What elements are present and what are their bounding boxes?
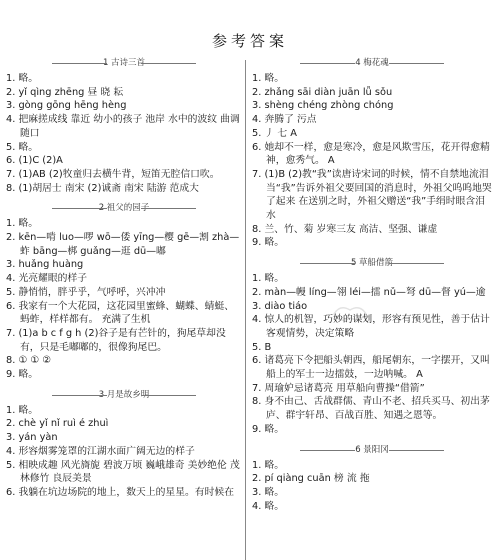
answer-item: 8. 兰、竹、菊 岁寒三友 高洁、坚强、谦虚: [252, 223, 438, 235]
section-heading-text: 4 梅花魂: [355, 58, 389, 68]
answer-item: 1. 略。: [252, 459, 285, 471]
answer-item: 6. 我躺在坑边场院的地上，数天上的星星。有时候在: [6, 486, 234, 498]
answer-item: 2. yǐ qìng zhēng 昼 晓 耘: [6, 86, 124, 98]
answer-item: 5. 丿 七 A: [252, 127, 297, 139]
answer-item: 5. B: [252, 341, 272, 353]
answer-item: 1. 略。: [6, 73, 39, 84]
heading-rule-right: [141, 208, 196, 209]
answer-item: 2. zhǎng sāi diàn juān lǚ sǒu: [252, 86, 393, 98]
right-column: [252, 56, 492, 513]
heading-rule-right: [389, 263, 444, 264]
answer-item: 4. 略。: [252, 500, 285, 512]
answer-item: 1. 略。: [252, 73, 285, 84]
heading-rule-right: [389, 63, 444, 64]
answer-item: 9. 略。: [252, 237, 285, 249]
answer-item: 3. 略。: [252, 486, 285, 498]
answer-item: 2. màn—幔 líng—翎 léi—擂 nǔ—弩 dū—督 yú—逾: [252, 286, 486, 298]
section-heading: [252, 56, 492, 70]
answer-item: 5. 略。: [6, 141, 39, 153]
answer-item: 1. 略。: [6, 218, 39, 230]
answer-item: 8. ① ① ②: [6, 355, 52, 367]
answer-item: 9. 略。: [6, 369, 39, 381]
left-column: [6, 56, 242, 500]
answer-item: 6. 她却不一样，愈是寒冷，愈是风欺雪压，花开得愈精神，愈秀气。 A: [252, 141, 490, 167]
heading-rule-left: [52, 63, 107, 64]
answer-item: 3. gòng gōng hēng hèng: [6, 100, 127, 112]
answer-item: 5. 相映成趣 风光旖旎 碧波万顷 巍峨雄奇 美妙绝伦 茂林修竹 良辰美景: [6, 459, 240, 485]
answer-item: 9. 略。: [252, 423, 285, 435]
section-heading-text: 6 景阳冈: [355, 444, 389, 455]
section-heading-text: 3 月是故乡明: [98, 389, 150, 400]
section-heading: [6, 388, 242, 402]
answer-item: 3. shèng chéng zhòng chóng: [252, 100, 394, 112]
answer-item: 5. 静悄悄，胖乎乎，气呼呼，兴冲冲: [6, 286, 166, 298]
section-heading: [6, 201, 242, 215]
answer-item: 4. 惊人的机智，巧妙的谋划，形容有预见性，善于估计客观情势，决定策略: [252, 314, 490, 339]
heading-rule-left: [300, 450, 355, 451]
section-heading: [252, 443, 492, 457]
section-heading: [6, 56, 242, 70]
answer-item: 4. 光亮耀眼的样子: [6, 273, 88, 285]
heading-rule-left: [300, 63, 355, 64]
heading-rule-left: [52, 208, 107, 209]
answer-item: 2. chè yǐ nǐ ruì é zhuì: [6, 418, 109, 430]
heading-rule-right: [389, 450, 444, 451]
answer-item: 6. 我家有一个大花园，这花园里蜜蜂、蝴蝶、蜻蜓、蚂蚱，样样都有。 充满了生机: [6, 300, 234, 326]
heading-rule-left: [52, 395, 107, 396]
section-heading: [252, 256, 492, 270]
answer-item: 4. 奔腾了 污点: [252, 114, 317, 126]
heading-rule-right: [141, 63, 196, 64]
answer-item: 8. 身不由己、舌战群儒、青山不老、招兵买马、初出茅庐、群宇轩昂、百战百胜、知遇之恩等。: [252, 396, 490, 422]
answer-item: 7. (1)a b c f g h (2)谷子是有芒针的，狗尾草却没有，只是毛嘟嘟的，很像狗尾巴。: [6, 327, 226, 353]
page-title: 参考答案: [211, 32, 288, 50]
answer-item: 3. huǎng huàng: [6, 259, 84, 271]
answer-item: 7. 周瑜妒忌诸葛亮 用草船向曹操“借箭”: [252, 382, 425, 394]
answer-item: 8. (1)胡居士 南宋 (2)诚斋 南宋 陆游 范成大: [6, 182, 199, 194]
answer-item: 2. kēn—啃 luo—啰 wō—倭 yīng—樱 gē—割 zhà—蚱 bāng—梆 guǎng—逛 dū—嘟: [6, 232, 240, 257]
answer-item: 7. (1)B (2)教“我”读唐诗宋词的时候，情不自禁地流泪 当“我”告诉外祖父要回国的消息时，外祖父呜呜地哭了起来 在送别之时，外祖父赠送“我”手绢时眼含泪水: [252, 168, 492, 222]
answer-item: 1. 略。: [252, 273, 285, 285]
section-heading-text: 1 古诗三首: [102, 58, 146, 68]
answer-item: 6. (1)C (2)A: [6, 155, 63, 167]
answer-item: 4. 形容烟雾笼罩的江湖水面广阔无边的样子: [6, 445, 195, 457]
answer-item: 1. 略。: [6, 404, 39, 416]
heading-rule-right: [141, 395, 196, 396]
column-divider: [245, 60, 246, 560]
answer-item: 4. 把麻搓成线 靠近 幼小的孩子 池岸 水中的波纹 曲调 随口: [6, 114, 240, 139]
answer-item: 6. 诸葛亮下令把船头朝西，船尾朝东，一字摆开，又叫船上的军士一边擂鼓，一边呐喊。 A: [252, 355, 490, 381]
answer-item: 2. pí qiàng cuān 榜 流 拖: [252, 473, 370, 485]
heading-rule-left: [300, 263, 355, 264]
answer-item: 3. diào tiáo: [252, 300, 308, 312]
section-heading-text: 2 祖父的园子: [98, 203, 150, 214]
answer-item: 7. (1)AB (2)牧童归去横牛背，短笛无腔信口吹。: [6, 168, 220, 180]
answer-item: 3. yán yàn: [6, 432, 58, 444]
stamp-watermark: [330, 300, 370, 330]
section-heading-text: 5 草船借箭: [350, 258, 394, 269]
